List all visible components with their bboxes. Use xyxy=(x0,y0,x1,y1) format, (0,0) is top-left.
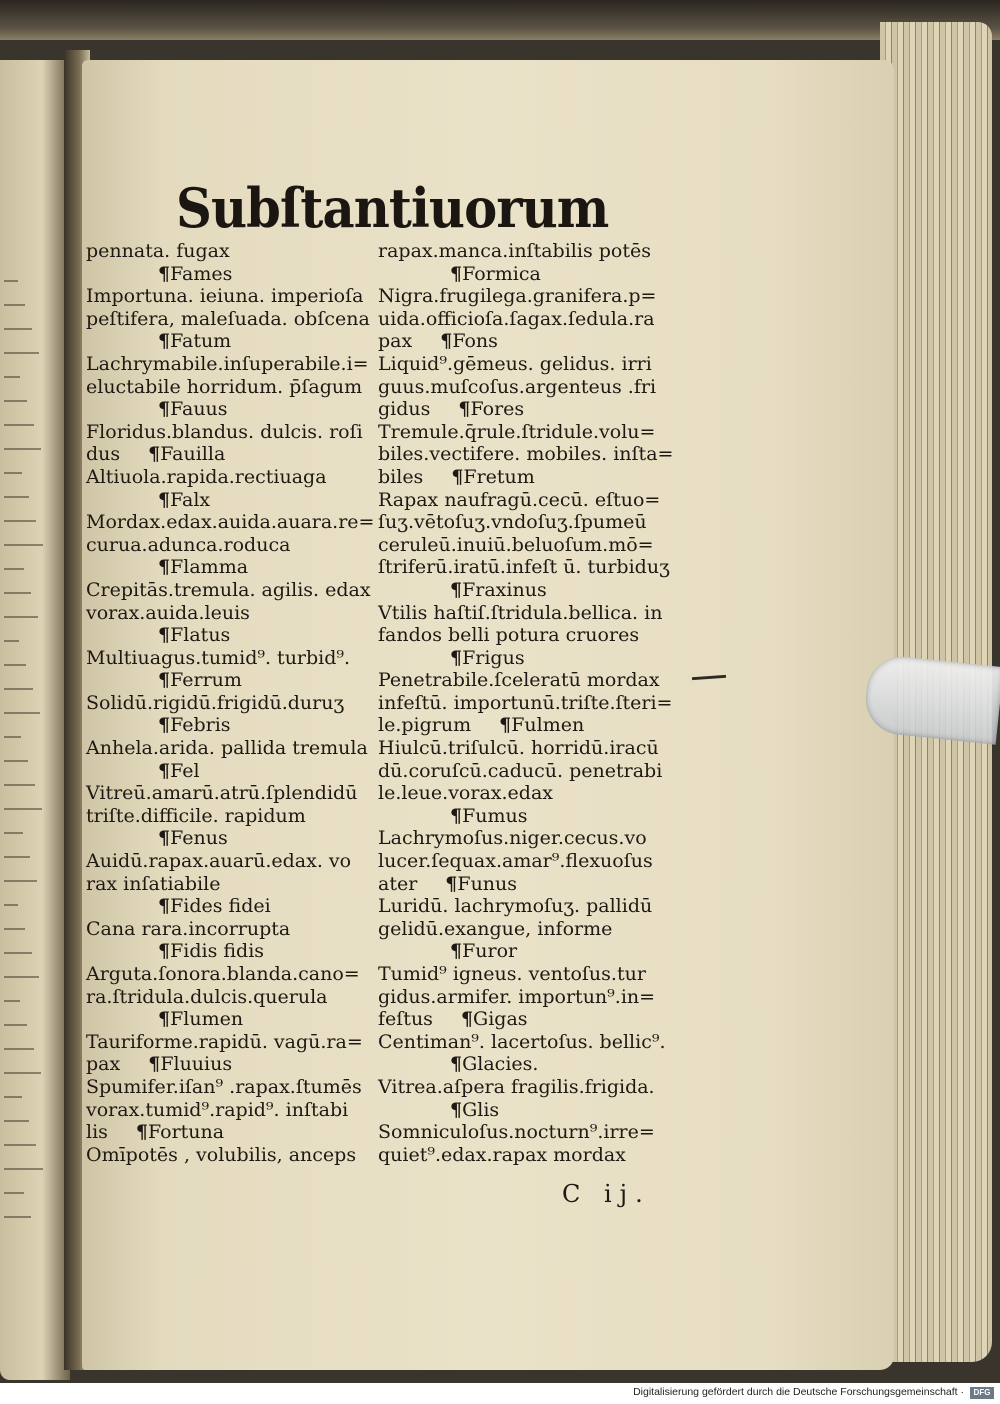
inline-entry-heading xyxy=(440,330,498,352)
pilcrow-mark: ¶ xyxy=(158,759,171,782)
line-text: biles xyxy=(378,465,424,488)
facing-page-text-fragment xyxy=(4,424,34,426)
text-line xyxy=(378,1121,678,1144)
text-line xyxy=(378,827,678,850)
entry-heading-text: Fluuius xyxy=(160,1053,233,1076)
entry-heading xyxy=(378,940,678,963)
left-text-column xyxy=(86,240,376,1166)
funding-notice: Digitalisierung gefördert durch die Deutsche Forschungsgemeinschaft · xyxy=(633,1386,964,1398)
line-text: lis xyxy=(86,1121,108,1144)
facing-page-text-fragment xyxy=(4,880,37,882)
entry-heading xyxy=(378,805,678,828)
line-text: peſtifera, maleſuada. obſcena xyxy=(86,307,370,330)
entry-heading xyxy=(378,579,678,602)
line-text: rax inſatiabile xyxy=(86,872,221,895)
text-line xyxy=(378,714,678,737)
text-line xyxy=(86,805,376,828)
pilcrow-mark: ¶ xyxy=(158,398,171,421)
line-text: gidus.armifer. importun⁹.in= xyxy=(378,985,656,1008)
facing-page-text-fragment xyxy=(4,712,40,714)
text-line xyxy=(86,1076,376,1099)
entry-heading xyxy=(378,1099,678,1122)
entry-heading-text: Fenus xyxy=(170,827,228,850)
text-line xyxy=(86,443,376,466)
pilcrow-mark: ¶ xyxy=(158,556,171,579)
line-text: Somniculoſus.nocturn⁹.irre= xyxy=(378,1121,655,1144)
line-text: ſtriferū.iratū.infeſt ū. turbiduʒ xyxy=(378,556,670,579)
facing-page-text-fragment xyxy=(4,976,39,978)
text-line xyxy=(378,398,678,421)
line-text: gelidū.exangue, informe xyxy=(378,917,613,940)
text-line xyxy=(86,1144,376,1167)
line-text: Solidū.rigidū.frigidū.duruʒ xyxy=(86,691,345,714)
text-line xyxy=(378,240,678,263)
pilcrow-mark: ¶ xyxy=(445,872,458,895)
line-text: Vtilis haſtiſ.ſtridula.bellica. in xyxy=(378,601,663,624)
pilcrow-mark: ¶ xyxy=(158,895,171,918)
text-line xyxy=(86,850,376,873)
line-text: gidus xyxy=(378,398,431,421)
line-text: dus xyxy=(86,443,121,466)
entry-heading-text: Flamma xyxy=(170,556,249,579)
entry-heading xyxy=(378,263,678,286)
text-line xyxy=(86,285,376,308)
entry-heading-text: Fraxinus xyxy=(462,578,547,601)
line-text: Auidū.rapax.auarū.edax. vo xyxy=(86,850,352,873)
facing-page-text-fragment xyxy=(4,928,25,930)
text-line xyxy=(86,602,376,625)
text-line xyxy=(378,873,678,896)
pilcrow-mark: ¶ xyxy=(451,465,464,488)
text-line xyxy=(378,466,678,489)
text-line xyxy=(86,308,376,331)
entry-heading-text: Fauilla xyxy=(160,443,226,466)
text-line xyxy=(378,986,678,1009)
line-text: triſte.difficile. rapidum xyxy=(86,804,306,827)
entry-heading xyxy=(86,895,376,918)
text-line xyxy=(378,1144,678,1167)
pilcrow-mark: ¶ xyxy=(450,578,463,601)
entry-heading xyxy=(86,714,376,737)
text-line xyxy=(86,579,376,602)
text-line xyxy=(86,647,376,670)
facing-page-text-fragment xyxy=(4,1048,34,1050)
facing-page-text-fragment xyxy=(4,808,42,810)
entry-heading-text: Fames xyxy=(170,262,233,285)
entry-heading xyxy=(86,398,376,421)
line-text: vorax.auida.leuis xyxy=(86,601,250,624)
line-text: Tremule.q̄rule.ſtridule.volu= xyxy=(378,420,656,443)
pilcrow-mark: ¶ xyxy=(148,1053,161,1076)
line-text: dū.coruſcū.caducū. penetrabi xyxy=(378,759,663,782)
facing-page-text-fragment xyxy=(4,856,30,858)
line-text: Floridus.blandus. dulcis. roſi xyxy=(86,420,363,443)
text-line xyxy=(86,1099,376,1122)
text-line xyxy=(378,895,678,918)
line-text: fandos belli potura cruores xyxy=(378,624,640,647)
line-text: pennata. fugax xyxy=(86,240,230,262)
entry-heading xyxy=(86,489,376,512)
text-line xyxy=(378,308,678,331)
right-text-column xyxy=(378,240,678,1166)
text-line xyxy=(86,692,376,715)
inline-entry-heading xyxy=(136,1121,224,1143)
facing-page-text-fragment xyxy=(4,544,43,546)
page-heading: Subſtantiuorum xyxy=(176,176,609,240)
pilcrow-mark: ¶ xyxy=(450,1098,463,1121)
inline-entry-heading xyxy=(148,1053,232,1075)
facing-page-text-fragment xyxy=(4,736,21,738)
text-line xyxy=(378,760,678,783)
facing-page-text-fragment xyxy=(4,640,19,642)
pilcrow-mark: ¶ xyxy=(450,1053,463,1076)
entry-heading-text: Fortuna xyxy=(148,1121,225,1144)
entry-heading-text: Fumus xyxy=(462,804,528,827)
entry-heading xyxy=(86,760,376,783)
line-text: pax xyxy=(378,330,413,353)
pilcrow-mark: ¶ xyxy=(450,804,463,827)
facing-page-text-fragment xyxy=(4,1024,27,1026)
line-text: Mordax.edax.auida.auara.re= xyxy=(86,511,375,534)
entry-heading-text: Febris xyxy=(170,714,231,737)
entry-heading xyxy=(86,940,376,963)
line-text: Tumid⁹ igneus. ventoſus.tur xyxy=(378,963,646,985)
entry-heading-text: Fretum xyxy=(463,465,535,488)
line-text: Rapax naufragū.cecū. eſtuo= xyxy=(378,488,661,511)
line-text: Tauriforme.rapidū. vagū.ra= xyxy=(86,1030,363,1053)
facing-page-text-fragment xyxy=(4,832,23,834)
entry-heading-text: Fores xyxy=(470,398,525,421)
entry-heading xyxy=(86,330,376,353)
line-text: Altiuola.rapida.rectiuaga xyxy=(86,465,327,488)
text-line xyxy=(378,556,678,579)
pilcrow-mark: ¶ xyxy=(158,940,171,963)
facing-page-text-fragment xyxy=(4,472,22,474)
text-line xyxy=(378,782,678,805)
line-text: Arguta.ſonora.blanda.cano= xyxy=(86,963,360,985)
line-text: lucer.ſequax.amar⁹.flexuoſus xyxy=(378,850,653,873)
facing-page-text-fragment xyxy=(4,1216,31,1218)
line-text: Lachrymabile.inſuperabile.i= xyxy=(86,352,369,375)
pilcrow-mark: ¶ xyxy=(135,1121,148,1144)
text-line xyxy=(86,873,376,896)
text-line xyxy=(378,1076,678,1099)
facing-page-text-fragment xyxy=(4,952,32,954)
inline-entry-heading xyxy=(458,398,524,420)
pilcrow-mark: ¶ xyxy=(158,262,171,285)
entry-heading-text: Frigus xyxy=(462,646,525,669)
pilcrow-mark: ¶ xyxy=(158,827,171,850)
pilcrow-mark: ¶ xyxy=(158,1008,171,1031)
line-text: rapax.manca.inſtabilis potēs xyxy=(378,240,651,262)
facing-page-text-fragment xyxy=(4,304,25,306)
facing-page-text-fragment xyxy=(4,616,38,618)
line-text: guus.muſcoſus.argenteus .fri xyxy=(378,375,657,398)
line-text: ater xyxy=(378,872,418,895)
text-line xyxy=(86,240,376,263)
pilcrow-mark: ¶ xyxy=(158,330,171,353)
line-text: biles.vectifere. mobiles. inſta= xyxy=(378,443,674,466)
facing-page-text-fragment xyxy=(4,784,35,786)
facing-page-text-fragment xyxy=(4,1072,41,1074)
entry-heading-text: Fauus xyxy=(170,398,228,421)
line-text: Vitreū.amarū.atrū.ſplendidū xyxy=(86,782,358,805)
facing-page xyxy=(0,60,70,1380)
text-line xyxy=(86,918,376,941)
facing-page-text-fragment xyxy=(4,688,33,690)
line-text: pax xyxy=(86,1053,121,1076)
line-text: Centiman⁹. lacertoſus. bellic⁹. xyxy=(378,1030,666,1053)
entry-heading-text: Falx xyxy=(170,488,211,511)
text-line xyxy=(378,669,678,692)
line-text: Hiulcū.triſulcū. horridū.iracū xyxy=(378,737,659,760)
line-text: Multiuagus.tumid⁹. turbid⁹. xyxy=(86,646,351,669)
line-text: ra.ſtridula.dulcis.querula xyxy=(86,985,328,1008)
entry-heading-text: Glacies. xyxy=(462,1053,539,1076)
facing-page-text-fragment xyxy=(4,496,29,498)
inline-entry-heading xyxy=(451,466,535,488)
entry-heading-text: Ferrum xyxy=(170,669,242,692)
text-line xyxy=(86,511,376,534)
entry-heading xyxy=(86,263,376,286)
entry-heading xyxy=(86,669,376,692)
facing-page-text-fragment xyxy=(4,280,18,282)
text-line xyxy=(378,353,678,376)
text-line xyxy=(378,285,678,308)
pilcrow-mark: ¶ xyxy=(450,940,463,963)
facing-page-text-fragment xyxy=(4,1144,36,1146)
entry-heading-text: Fides fidei xyxy=(170,895,271,918)
facing-page-text-fragment xyxy=(4,592,31,594)
text-line xyxy=(378,330,678,353)
entry-heading-text: Fel xyxy=(170,759,200,782)
line-text: Importuna. ieiuna. imperioſa xyxy=(86,285,364,308)
entry-heading-text: Fidis fidis xyxy=(170,940,265,963)
facing-page-text-fragment xyxy=(4,664,26,666)
text-line xyxy=(378,602,678,625)
line-text: quiet⁹.edax.rapax mordax xyxy=(378,1143,626,1166)
facing-page-text-fragment xyxy=(4,520,36,522)
line-text: infeſtū. importunū.triſte.ſteri= xyxy=(378,691,673,714)
text-line xyxy=(86,1053,376,1076)
entry-heading-text: Glis xyxy=(462,1098,500,1121)
signature-mark: C ij. xyxy=(562,1180,651,1208)
line-text: Spumifer.iſan⁹ .rapax.ſtumēs xyxy=(86,1075,362,1098)
facing-page-text-fragment xyxy=(4,904,18,906)
text-line xyxy=(378,963,678,986)
facing-page-text-fragment xyxy=(4,568,24,570)
facing-page-text-fragment xyxy=(4,1096,22,1098)
entry-heading-text: Flumen xyxy=(170,1008,244,1031)
line-text: Liquid⁹.gēmeus. gelidus. irri xyxy=(378,352,652,375)
pilcrow-mark: ¶ xyxy=(158,488,171,511)
entry-heading-text: Fons xyxy=(452,330,498,353)
facing-page-text-fragment xyxy=(4,1000,20,1002)
text-line xyxy=(86,534,376,557)
facing-page-text-fragment xyxy=(4,400,27,402)
entry-heading-text: Fatum xyxy=(170,330,232,353)
line-text: Cana rara.incorrupta xyxy=(86,917,291,940)
text-line xyxy=(86,421,376,444)
pilcrow-mark: ¶ xyxy=(450,262,463,285)
line-text: feſtus xyxy=(378,1008,433,1031)
pilcrow-mark: ¶ xyxy=(148,443,161,466)
pilcrow-mark: ¶ xyxy=(158,624,171,647)
inline-entry-heading xyxy=(148,443,225,465)
line-text: le.pigrum xyxy=(378,714,472,737)
text-line xyxy=(378,376,678,399)
text-line xyxy=(378,421,678,444)
pilcrow-mark: ¶ xyxy=(458,398,471,421)
entry-heading-text: Formica xyxy=(462,262,541,285)
entry-heading xyxy=(378,647,678,670)
entry-heading xyxy=(86,827,376,850)
inline-entry-heading xyxy=(499,714,584,736)
text-line xyxy=(378,443,678,466)
text-line xyxy=(378,534,678,557)
line-text: le.leue.vorax.edax xyxy=(378,782,553,805)
entry-heading-text: Furor xyxy=(462,940,518,963)
line-text: Penetrabile.ſceleratū mordax xyxy=(378,669,660,692)
pilcrow-mark: ¶ xyxy=(460,1008,474,1031)
text-line xyxy=(378,918,678,941)
entry-heading xyxy=(86,624,376,647)
line-text: Omīpotēs , volubilis, anceps xyxy=(86,1143,357,1166)
pilcrow-mark: ¶ xyxy=(440,330,453,353)
entry-heading-text: Gigas xyxy=(473,1008,528,1031)
book-cover-top xyxy=(0,0,1000,40)
facing-page-text-fragment xyxy=(4,760,28,762)
entry-heading xyxy=(378,1053,678,1076)
text-line xyxy=(378,1008,678,1031)
entry-heading-text: Funus xyxy=(457,872,518,895)
text-line xyxy=(378,1031,678,1054)
text-line xyxy=(86,986,376,1009)
entry-heading-text: Fulmen xyxy=(511,714,585,737)
facing-page-text-fragment xyxy=(4,1120,29,1122)
footer-bar xyxy=(0,1383,1000,1404)
entry-heading xyxy=(86,556,376,579)
facing-page-text-fragment xyxy=(4,376,20,378)
facing-page-text-fragment xyxy=(4,1168,43,1170)
text-line xyxy=(378,511,678,534)
text-line xyxy=(378,737,678,760)
facing-page-text-fragment xyxy=(4,352,39,354)
dfg-logo: DFG xyxy=(970,1387,994,1399)
line-text: Luridū. lachrymoſuʒ. pallidū xyxy=(378,895,653,918)
inline-entry-heading xyxy=(461,1008,528,1030)
line-text: curua.adunca.roduca xyxy=(86,533,291,556)
text-line xyxy=(86,353,376,376)
line-text: uida.officioſa.ſagax.ſedula.ra xyxy=(378,307,655,330)
line-text: Nigra.frugilega.granifera.p= xyxy=(378,285,657,308)
text-line xyxy=(86,1031,376,1054)
pilcrow-mark: ¶ xyxy=(158,669,171,692)
line-text: eluctabile horridum. p̄ſagum xyxy=(86,375,363,398)
text-line xyxy=(378,850,678,873)
line-text: Crepitās.tremula. agilis. edax xyxy=(86,578,371,601)
text-line xyxy=(86,1121,376,1144)
inline-entry-heading xyxy=(445,873,517,895)
line-text: vorax.tumid⁹.rapid⁹. inſtabi xyxy=(86,1098,349,1121)
pilcrow-mark: ¶ xyxy=(450,646,463,669)
text-line xyxy=(378,624,678,647)
text-line xyxy=(86,376,376,399)
line-text: ceruleū.inuiū.beluoſum.mō= xyxy=(378,533,654,556)
text-line xyxy=(378,489,678,512)
line-text: Lachrymoſus.niger.cecus.vo xyxy=(378,827,647,850)
pilcrow-mark: ¶ xyxy=(499,714,512,737)
entry-heading-text: Flatus xyxy=(170,624,231,647)
text-line xyxy=(378,692,678,715)
text-line xyxy=(86,737,376,760)
facing-page-text-fragment xyxy=(4,448,41,450)
line-text: ſuʒ.vētoſuʒ.vndoſuʒ.ſpumeū xyxy=(378,511,647,534)
facing-page-text-fragment xyxy=(4,328,32,330)
text-line xyxy=(86,466,376,489)
line-text: Anhela.arida. pallida tremula xyxy=(86,737,368,760)
text-line xyxy=(86,963,376,986)
line-text: Vitrea.aſpera fragilis.frigida. xyxy=(378,1075,655,1098)
facing-page-text-fragment xyxy=(4,1192,24,1194)
pilcrow-mark: ¶ xyxy=(158,714,171,737)
entry-heading xyxy=(86,1008,376,1031)
text-line xyxy=(86,782,376,805)
